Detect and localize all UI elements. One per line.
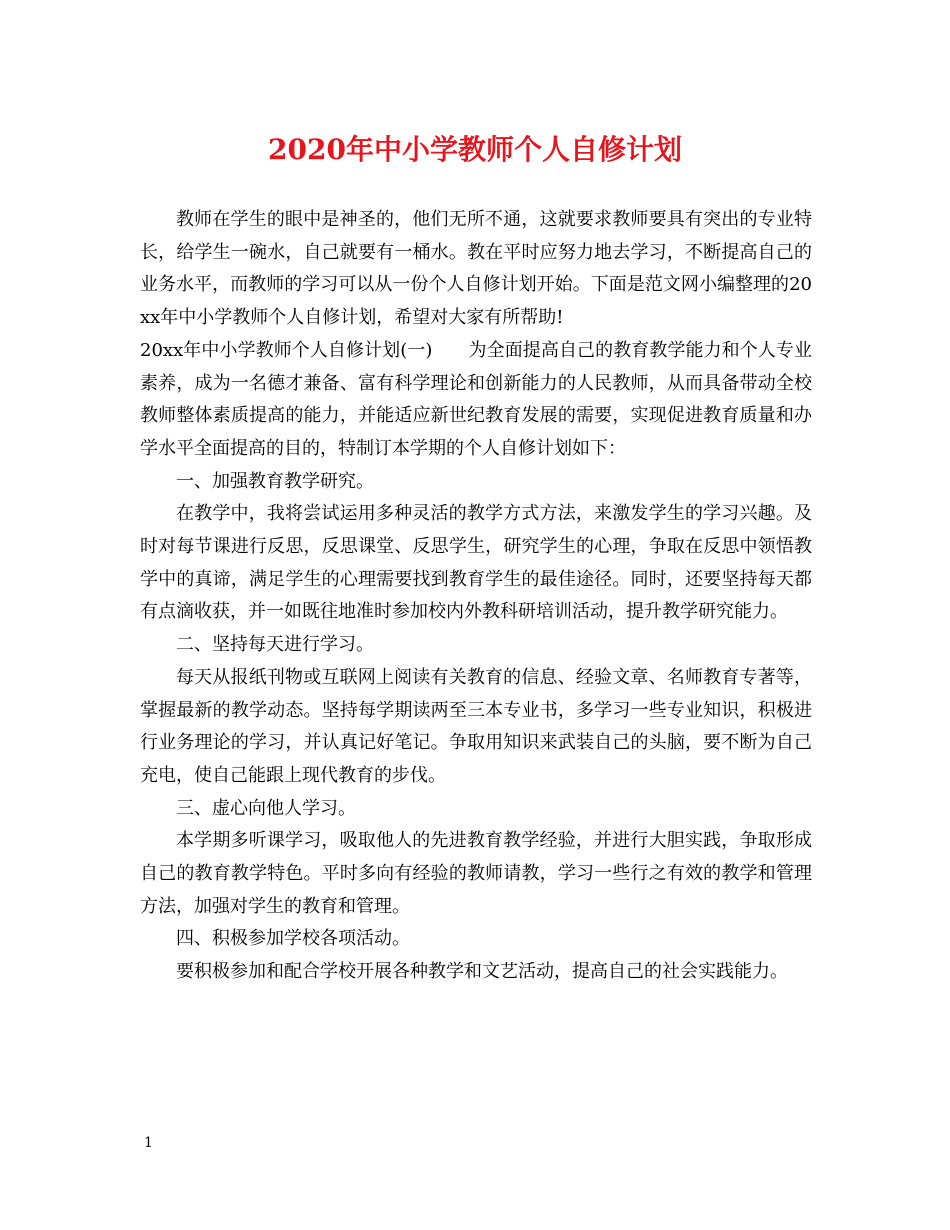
- section-2-body: 每天从报纸刊物或互联网上阅读有关教育的信息、经验文章、名师教育专著等，掌握最新的教学动态。坚持每学期读两至三本专业书，多学习一些专业知识，积极进行业务理论的学习，并认真记好笔记。争取用知识来武装自己的头脑，要不断为自己充电，使自己能跟上现代教育的步伐。: [140, 666, 812, 786]
- section-1-body: 在教学中，我将尝试运用多种灵活的教学方式方法，来激发学生的学习兴趣。及时对每节课进行反思，反思课堂、反思学生，研究学生的心理，争取在反思中领悟教学中的真谛，满足学生的心理需要找到教育学生的最佳途径。同时，还要坚持每天都有点滴收获，并一如既往地准时参加校内外教科研培训活动，提升教学研究能力。: [140, 503, 812, 623]
- plan-intro: 为全面提高自己的教育教学能力和个人专业素养，成为一名德才兼备、富有科学理论和创新能力的人民教师，从而具备带动全校教师整体素质提高的能力，并能适应新世纪教育发展的需要，实现促进教育质量和办学水平全面提高的目的，特制订本学期的个人自修计划如下：: [140, 339, 812, 459]
- section-3-heading: 三、虚心向他人学习。: [176, 797, 356, 819]
- section-1-heading: 一、加强教育教学研究。: [176, 470, 374, 492]
- plan-heading: 20xx年中小学教师个人自修计划(一): [140, 339, 433, 361]
- page-title: 2020年中小学教师个人自修计划: [268, 133, 682, 166]
- section-2-heading: 二、坚持每天进行学习。: [176, 634, 374, 656]
- page-number: 1: [144, 1135, 153, 1151]
- plan-paragraph: [140, 335, 812, 466]
- section-4-body: 要积极参加和配合学校开展各种教学和文艺活动，提高自己的社会实践能力。: [176, 961, 788, 983]
- document-body: [140, 204, 812, 989]
- section-4-heading: 四、积极参加学校各项活动。: [176, 928, 410, 950]
- section-3-body: 本学期多听课学习，吸取他人的先进教育教学经验，并进行大胆实践，争取形成自己的教育教学特色。平时多向有经验的教师请教，学习一些行之有效的教学和管理方法，加强对学生的教育和管理。: [140, 830, 812, 917]
- intro-paragraph: 教师在学生的眼中是神圣的，他们无所不通，这就要求教师要具有突出的专业特长，给学生一碗水，自己就要有一桶水。教在平时应努力地去学习，不断提高自己的业务水平，而教师的学习可以从一份个人自修计划开始。下面是范文网小编整理的20xx年中小学教师个人自修计划，希望对大家有所帮助!: [140, 209, 812, 329]
